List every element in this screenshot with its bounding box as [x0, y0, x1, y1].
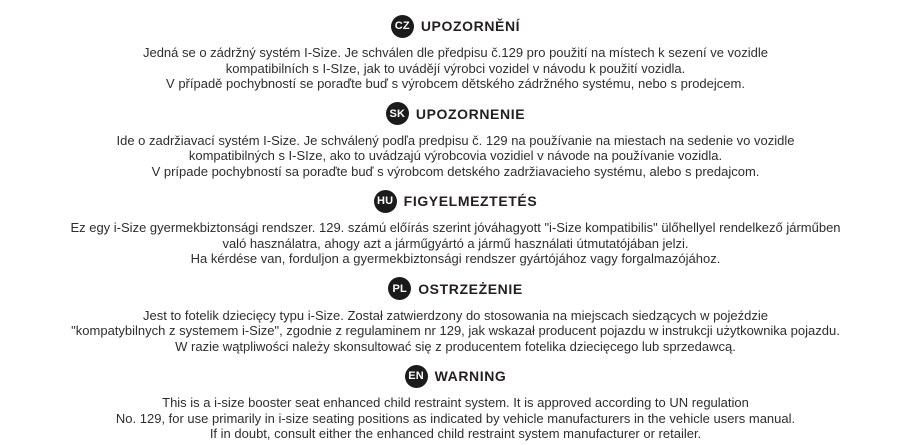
section-heading-cz: UPOZORNĚNÍ: [420, 18, 521, 34]
section-body-en: [0, 395, 911, 442]
sk-language-badge: SK: [386, 102, 409, 125]
section-heading-sk: UPOZORNENIE: [415, 105, 526, 122]
section-heading-pl: OSTRZEŻENIE: [418, 280, 523, 297]
warning-section-pl: [0, 277, 911, 355]
section-header-en: [0, 364, 911, 388]
body-line: "kompatybilnych z systemem i-Size", zgodnie z regulaminem nr 129, jak wskazał producent pojazdu w instrukcji użytkownika pojazdu.: [71, 323, 840, 338]
body-line: V prípade pochybností sa poraďte buď s výrobcom detského zadržiavacieho systému, alebo s predajcom.: [151, 163, 760, 179]
section-body-pl: [0, 308, 911, 355]
section-body-hu: [0, 220, 911, 267]
body-line: If in doubt, consult either the enhanced child restraint system manufacturer or retailer.: [209, 426, 702, 441]
warning-section-en: [0, 364, 911, 442]
section-heading-en: WARNING: [434, 368, 507, 384]
section-header-sk: [0, 102, 911, 126]
body-line: kompatibilných s I-SIze, ako to uvádzajú výrobcovia vozidiel v návode na používanie vozidla.: [188, 148, 723, 163]
body-line: Ha kérdése van, forduljon a gyermekbiztonsági rendszer gyártójához vagy forgalmazójához.: [190, 251, 721, 266]
section-heading-hu: FIGYELMEZTETÉS: [403, 193, 538, 209]
en-language-badge: EN: [405, 365, 428, 388]
body-line: kompatibilních s I-SIze, jak to uvádějí výrobci vozidel v návodu k použití vozidla.: [225, 60, 686, 76]
warning-section-cz: [0, 14, 911, 92]
section-body-cz: [0, 45, 911, 92]
body-line: W razie wątpliwości należy skonsultować się z producentem fotelika dziecięcego lub sprzedawcą.: [175, 338, 736, 354]
body-line: This is a i-size booster seat enhanced child restraint system. It is approved according to UN regulation: [162, 395, 749, 410]
body-line: Ez egy i-Size gyermekbiztonsági rendszer. 129. számú előírás szerint jóváhagyott "i-Size kompatibilis" ülőhellyel rendelkező járműben: [70, 220, 841, 235]
body-line: Ide o zadržiavací systém I-Size. Je schválený podľa predpisu č. 129 na používanie na miestach na sedenie vo vozidle: [116, 132, 795, 148]
warning-section-sk: [0, 102, 911, 180]
body-line: való használatra, ahogy azt a járműgyártó a jármű használati útmutatójában jelzi.: [222, 235, 689, 251]
body-line: Jedná se o zádržný systém I-Size. Je schválen dle předpisu č.129 pro použití na místech k sezení ve vozidle: [142, 45, 769, 60]
pl-language-badge: PL: [388, 277, 411, 300]
body-line: No. 129, for use primarily in i-size seating positions as indicated by vehicle manufacturers in the vehicle users manual.: [115, 410, 796, 426]
body-line: Jest to fotelik dziecięcy typu i-Size. Został zatwierdzony do stosowania na miejscach siedzących w pojeździe: [142, 307, 768, 323]
hu-language-badge: HU: [374, 190, 397, 213]
cz-language-badge: CZ: [391, 15, 414, 38]
section-header-hu: [0, 189, 911, 213]
body-line: V případě pochybností se poraďte buď s výrobcem dětského zádržného systému, nebo s prodejcem.: [166, 76, 745, 91]
section-body-sk: [0, 133, 911, 180]
warning-section-hu: [0, 189, 911, 267]
section-header-pl: [0, 277, 911, 301]
section-header-cz: [0, 14, 911, 38]
